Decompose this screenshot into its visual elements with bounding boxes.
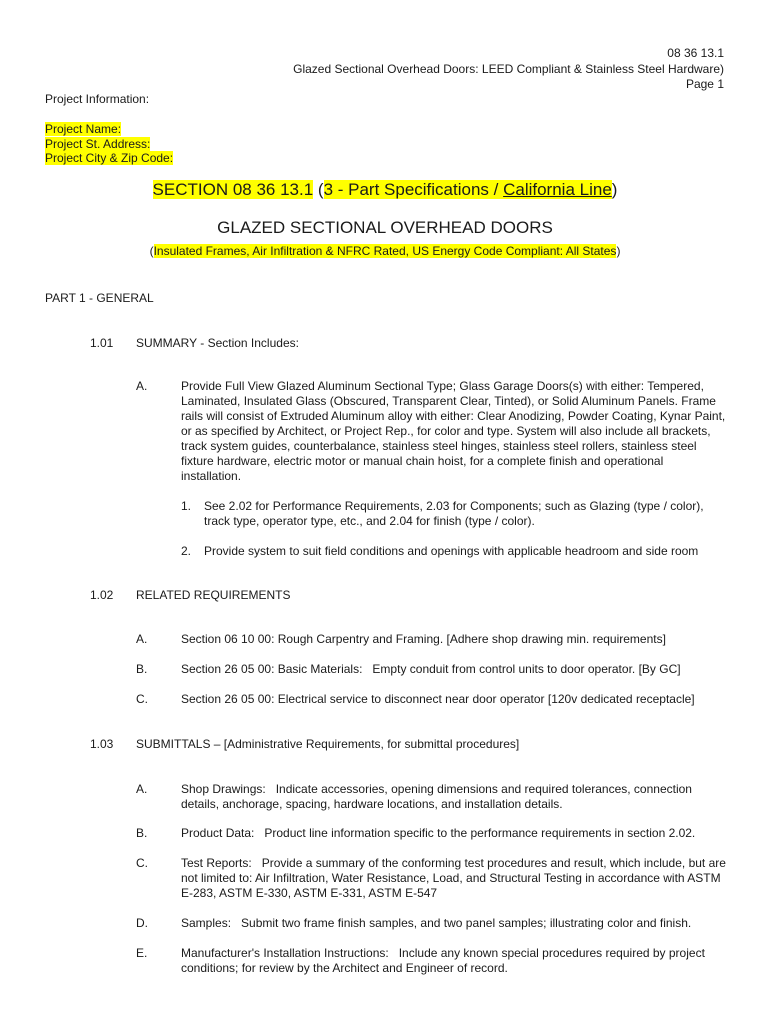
subparagraph-text: See 2.02 for Performance Requirements, 2.03 for Components; such as Glazing (type / color), track type, operator type, etc., and 2.04 for finish (type / color). xyxy=(204,499,704,528)
california-line-label: California Line xyxy=(503,180,612,199)
paragraph-text: Samples: Submit two frame finish samples, and two panel samples; illustrating color and finish. xyxy=(181,916,692,930)
subparagraph-number: 1. xyxy=(181,499,192,513)
project-name-label: Project Name: xyxy=(45,122,122,136)
article-1-03-title: SUBMITTALS – [Administrative Requirements, for submittal procedures] xyxy=(136,737,520,751)
subparagraph-number: 2. xyxy=(181,544,192,558)
paragraph-letter: D. xyxy=(136,916,148,930)
subparagraph-text: Provide system to suit field conditions and openings with applicable headroom and side room xyxy=(204,544,699,558)
paragraph-text: Section 26 05 00: Basic Materials: Empty conduit from control units to door operator. [By GC] xyxy=(181,662,681,676)
section-heading: SECTION 08 36 13.1 (3 - Part Specifications / California Line) xyxy=(152,180,618,199)
header-section-number: 08 36 13.1 xyxy=(667,46,724,60)
paragraph-letter: B. xyxy=(136,662,148,676)
article-1-01-title: SUMMARY - Section Includes: xyxy=(136,336,299,350)
article-1-03-number: 1.03 xyxy=(90,737,114,751)
paragraph-text: Shop Drawings: Indicate accessories, opening dimensions and required tolerances, connection details, anchorage, spacing, hardware locations, and installation details. xyxy=(181,782,696,811)
paragraph-letter: C. xyxy=(136,692,148,706)
article-1-02-number: 1.02 xyxy=(90,588,114,602)
paragraph-text: Section 26 05 00: Electrical service to disconnect near door operator [120v dedicated receptacle] xyxy=(181,692,695,706)
header-page-number: Page 1 xyxy=(685,77,724,91)
header-doc-title: Glazed Sectional Overhead Doors: LEED Compliant & Stainless Steel Hardware) xyxy=(293,62,724,76)
paragraph-text: Product Data: Product line information specific to the performance requirements in section 2.02. xyxy=(181,826,696,840)
paragraph-text: Section 06 10 00: Rough Carpentry and Framing. [Adhere shop drawing min. requirements] xyxy=(181,632,666,646)
article-1-01-number: 1.01 xyxy=(90,336,114,350)
paragraph-letter: A. xyxy=(136,632,148,646)
paragraph-letter: E. xyxy=(136,946,148,960)
section-number: SECTION 08 36 13.1 xyxy=(152,180,314,199)
article-1-02-title: RELATED REQUIREMENTS xyxy=(136,588,291,602)
project-city-label: Project City & Zip Code: xyxy=(45,151,174,165)
project-info-label: Project Information: xyxy=(45,92,150,106)
paragraph-letter: C. xyxy=(136,856,148,870)
project-address-label: Project St. Address: xyxy=(45,137,151,151)
part-spec-label: 3 - Part Specifications / xyxy=(323,180,504,199)
document-subtitle: (Insulated Frames, Air Infiltration & NFRC Rated, US Energy Code Compliant: All States) xyxy=(149,244,621,258)
paragraph-letter: B. xyxy=(136,826,148,840)
document-title: GLAZED SECTIONAL OVERHEAD DOORS xyxy=(217,218,553,237)
part-1-heading: PART 1 - GENERAL xyxy=(45,291,154,305)
paragraph-text: Provide Full View Glazed Aluminum Sectional Type; Glass Garage Doors(s) with either: Tempered, Laminated, Insulated Glass (Obscured, Transparent Clear, Tinted), or Solid Aluminum Panels. Frame rails will consist of Extruded Aluminum alloy with either: Clear Anodizing, Powder Coating, Kynar Paint, or as specified by Architect, or Project Rep., for color and type. System will also include all brackets, track system guides, counterbalance, stainless steel hinges, stainless steel rollers, stainless steel fixture hardware, electric motor or manual chain hoist, for a complete finish and operational installation. xyxy=(181,379,726,483)
paragraph-text: Test Reports: Provide a summary of the conforming test procedures and result, which include, but are not limited to: Air Infiltration, Water Resistance, Load, and Structural Testing in accordance with ASTM E-283, ASTM E-330, ASTM E-331, ASTM E-547 xyxy=(181,856,730,900)
paragraph-letter: A. xyxy=(136,782,148,796)
paragraph-letter: A. xyxy=(136,379,148,393)
paragraph-text: Manufacturer's Installation Instructions: Include any known special procedures required by project conditions; for review by the Architect and Engineer of record. xyxy=(181,946,709,975)
